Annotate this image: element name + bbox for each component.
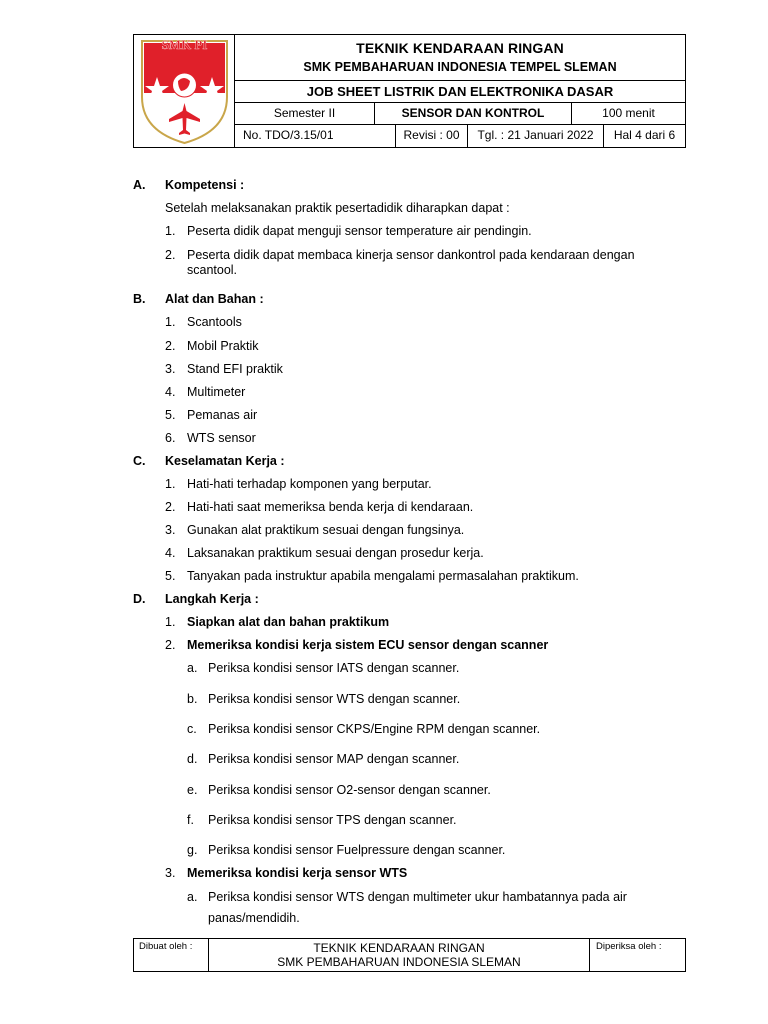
sub-letter: b. [187, 692, 198, 706]
list-number: 2. [165, 500, 176, 514]
sub-letter: c. [187, 722, 197, 736]
step-title: Memeriksa kondisi kerja sensor WTS [187, 866, 408, 880]
page-number: Hal 4 dari 6 [603, 125, 685, 147]
department-title: TEKNIK KENDARAAN RINGAN [356, 40, 564, 56]
list-number: 4. [165, 385, 176, 399]
date-label: Tgl. : 21 Januari 2022 [467, 125, 603, 147]
sub-item: Periksa kondisi sensor TPS dengan scanner. [208, 813, 457, 827]
list-number: 3. [165, 866, 176, 880]
list-item: Hati-hati saat memeriksa benda kerja di kendaraan. [187, 500, 474, 514]
step-title: Memeriksa kondisi kerja sistem ECU sensor dengan scanner [187, 638, 549, 652]
sub-item: Periksa kondisi sensor IATS dengan scanner. [208, 661, 460, 675]
section-c-title: Keselamatan Kerja : [165, 454, 285, 468]
list-item: Tanyakan pada instruktur apabila mengalami permasalahan praktikum. [187, 569, 579, 583]
sub-item: Periksa kondisi sensor O2-sensor dengan scanner. [208, 783, 491, 797]
list-number: 2. [165, 638, 176, 652]
sub-letter: a. [187, 661, 198, 675]
list-number: 6. [165, 431, 176, 445]
school-logo-cell [134, 35, 235, 147]
section-a-letter: A. [133, 178, 146, 192]
document-footer [133, 938, 686, 972]
list-number: 5. [165, 569, 176, 583]
list-item: WTS sensor [187, 431, 256, 445]
list-item: Hati-hati terhadap komponen yang berputar. [187, 477, 432, 491]
list-item: Pemanas air [187, 408, 258, 422]
section-d-title: Langkah Kerja : [165, 592, 259, 606]
list-number: 2. [165, 248, 176, 262]
checked-by-label: Diperiksa oleh : [589, 939, 685, 971]
list-item: Stand EFI praktik [187, 362, 283, 376]
topic-label: SENSOR DAN KONTROL [374, 103, 571, 124]
sub-letter: f. [187, 813, 194, 827]
logo-text: SMK PI [161, 37, 208, 52]
section-a-intro: Setelah melaksanakan praktik pesertadidik diharapkan dapat : [165, 201, 510, 215]
document-header [133, 34, 686, 148]
sub-letter: g. [187, 843, 198, 857]
list-number: 1. [165, 315, 176, 329]
section-b-title: Alat dan Bahan : [165, 292, 264, 306]
sub-letter: a. [187, 890, 198, 904]
list-item-continuation: scantool. [187, 263, 238, 277]
list-item: Gunakan alat praktikum sesuai dengan fungsinya. [187, 523, 465, 537]
job-sheet-title: JOB SHEET LISTRIK DAN ELEKTRONIKA DASAR [235, 81, 685, 103]
list-item: Mobil Praktik [187, 339, 259, 353]
list-number: 1. [165, 224, 176, 238]
list-number: 2. [165, 339, 176, 353]
duration-label: 100 menit [571, 103, 685, 124]
footer-school: SMK PEMBAHARUAN INDONESIA SLEMAN [277, 955, 521, 969]
sub-letter: d. [187, 752, 198, 766]
list-item: Peserta didik dapat menguji sensor temperature air pendingin. [187, 224, 532, 238]
list-item: Scantools [187, 315, 242, 329]
semester-label: Semester II [273, 106, 336, 120]
list-number: 1. [165, 615, 176, 629]
section-c-letter: C. [133, 454, 146, 468]
school-logo [134, 35, 235, 147]
list-number: 3. [165, 523, 176, 537]
sub-item-continuation: panas/mendidih. [208, 911, 300, 925]
made-by-label: Dibuat oleh : [134, 939, 209, 971]
section-a-title: Kompetensi : [165, 178, 245, 192]
section-b-letter: B. [133, 292, 146, 306]
list-number: 3. [165, 362, 176, 376]
revision-label: Revisi : 00 [395, 125, 467, 147]
document-number: No. TDO/3.15/01 [243, 128, 334, 142]
sub-item: Periksa kondisi sensor WTS dengan multimeter ukur hambatannya pada air [208, 890, 627, 904]
step-title: Siapkan alat dan bahan praktikum [187, 615, 390, 629]
sub-item: Periksa kondisi sensor MAP dengan scanner. [208, 752, 460, 766]
list-number: 4. [165, 546, 176, 560]
section-d-letter: D. [133, 592, 146, 606]
list-number: 1. [165, 477, 176, 491]
sub-letter: e. [187, 783, 198, 797]
sub-item: Periksa kondisi sensor WTS dengan scanner. [208, 692, 461, 706]
sub-item: Periksa kondisi sensor Fuelpressure dengan scanner. [208, 843, 506, 857]
sub-item: Periksa kondisi sensor CKPS/Engine RPM dengan scanner. [208, 722, 541, 736]
school-name: SMK PEMBAHARUAN INDONESIA TEMPEL SLEMAN [303, 60, 617, 74]
list-item: Laksanakan praktikum sesuai dengan prosedur kerja. [187, 546, 484, 560]
list-item: Peserta didik dapat membaca kinerja sensor dankontrol pada kendaraan dengan [187, 248, 635, 262]
list-number: 5. [165, 408, 176, 422]
footer-department: TEKNIK KENDARAAN RINGAN [313, 941, 485, 955]
list-item: Multimeter [187, 385, 246, 399]
